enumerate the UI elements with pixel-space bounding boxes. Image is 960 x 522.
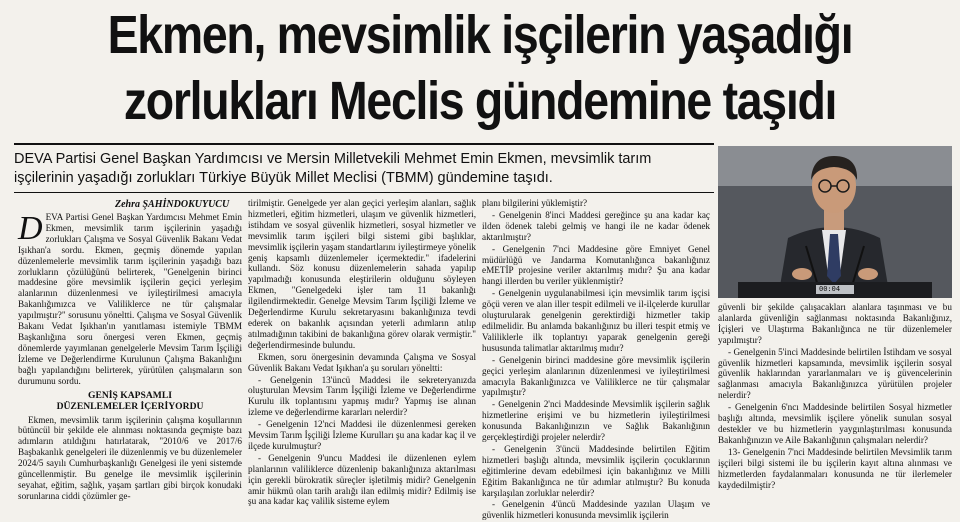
paragraph: - Genelgenin 3'üncü Maddesinde belirtilen Eğitim hizmetleri başlığı altında, mevsimlik işçilerin çocuklarının eğitimlerine devam edebilmesi için bakanlığınız ve Milli Eğitim Bakanlığınca ne tür adımlar atılmıştır? Bu konuda karşılaşılan zorluklar nelerdir?	[482, 443, 710, 498]
article-column-2	[248, 198, 476, 507]
paragraph: planı bilgilerini yüklemiştir?	[482, 198, 588, 208]
headline-line-2: zorlukları Meclis gündemine taşıdı	[123, 71, 837, 131]
paragraph: - Genelgenin uygulanabilmesi için mevsimlik tarım işçisi göçü veren ve alan iller tespit edilmeli ve il-ilçelerde kurullar oluşturularak genelgenin gerektirdiği hizmetler takip edilmelidir. Bu anlamda bakanlığınız bu illeri tespit etmiş ve Valiliklerle ilk toplantıyı yaparak genelgenin gereği hususunda talimatlar aktarılmış mıdır?	[482, 288, 710, 353]
paragraph: Ekmen, soru önergesinin devamında Çalışma ve Sosyal Güvenlik Bakanı Vedat Işıkhan'a şu soruları yöneltti:	[248, 351, 476, 373]
paragraph: 13- Genelgenin 7'nci Maddesinde belirtilen Mevsimlik tarım işçileri bilgi sistemi ile bu işçilerin kayıt altına alınması ve hizmetlerden faydalanmaları konusunda ne tür ilerlemeler kaydedilmiştir?	[718, 446, 952, 490]
byline: Zehra ŞAHİNDOKUYUCU	[115, 199, 230, 210]
paragraph: - Genelgenin 4'üncü Maddesinde yazılan Ulaşım ve güvenlik hizmetleri konusunda mevsimlik işçilerin	[482, 499, 710, 521]
paragraph: tirilmiştir. Genelgede yer alan geçici yerleşim alanları, sağlık hizmetleri, eğitim hizmetleri, ulaşım ve güvenlik hizmetleri, istihdam ve sosyal güvenlik hizmetleri, sosyal hizmetler ve mevsimlik tarım işçileri bilgi sistemi gibi başlıklar, mevsimlik işçilerin yaşam standartlarını iyileştirmeye yönelik geniş kapsamlı düzenlemeler içermektedir." ifadelerini kullandı. Söz konusu düzenlemelerin sahada yapılıp yapılmadığı konusunda eleştirilerin olduğunu söyleyen Ekmen, "Genelgedeki işler tam 11 bakanlığı ilgilendirmektedir. Genelge Mevsim Tarım İşçiliği İzleme ve Değerlendirme Kurulu sekretaryasını bakanlığınıza tevdi ederek on bakanlık açısından yeterli adımların atılıp atılmadığının takibini de bakanlığına görev olarak vermiştir." değerlendirmesinde bulundu.	[248, 198, 476, 350]
paragraph: - Genelgenin birinci maddesine göre mevsimlik işçilerin geçici yerleşim alanlarının düzenlenmesi ve iyileştirilmesi amacıyla Bakanlığınızca ve Valiliklerce ne tür çalışmalar yapılmıştır?	[482, 354, 710, 398]
headline	[67, 2, 893, 134]
paragraph: - Genelgenin 2'nci Maddesinde Mevsimlik işçilerin sağlık hizmetlerine erişimi ve bu hizmetlerin iyileştirilmesi konusunda Bakanlığınızın ve Sağlık Bakanlığının gerçekleştirdiği projeler nelerdir?	[482, 399, 710, 443]
paragraph: DEVA Partisi Genel Başkan Yardımcısı Mehmet Emin Ekmen, mevsimlik tarım işçilerinin yaşadığı zorlukları Çalışma ve Sosyal Güvenlik Bakanı Vedat Işıkhan'a sordu. Ekmen, geçmiş dönemde yapılan düzenlemelerle mevsimlik tarım işçilerinin yaşadığı bazı zorlukların çözülüğünü belirterek, "Genelgenin birinci maddesine göre mevsimlik işçilerin geçici yerleşim alanlarının düzenlenmesi ve iyileştirilmesi amacıyla Bakanlığımızca ve Valiliklerce ne tür çalışmalar yapılmıştır?" sorusunu yöneltti. Çalışma ve Sosyal Güvenlik Bakanı Vedat Işıkhan'ın yanıtlaması istemiyle TBMM Başkanlığına soru önergesi veren Ekmen, geçmiş dönemlerde yayımlanan genelgelerle Mevsim Tarım İşçiliği İzleme ve Değerlendirme Kurulunun Çalışma Bakanlığını bağlı yapılandığını belirterek, yürütülen çalışmaların son durumunu sordu.	[18, 210, 242, 386]
paragraph: - Genelgenin 12'nci Maddesi ile düzenlenmesi gereken Mevsim Tarım İşçiliği İzleme Kurulları şu ana kadar kaç il ve ilçede kurulmuştur?	[248, 419, 476, 451]
top-rule	[14, 143, 714, 145]
subheading: GENİŞ KAPSAMLI DÜZENLEMELER İÇERİYORDU	[56, 389, 204, 412]
article-column-4	[718, 302, 952, 522]
paragraph: - Genelgenin 8'inci Maddesi gereğince şu ana kadar kaç ilden ödenek talebi gelmiş ve hangi ile ne kadar ödenek aktarılmıştır?	[482, 209, 710, 242]
article-column-1	[18, 212, 242, 518]
paragraph: güvenli bir şekilde çalışacakları alanlara taşınması ve bu alanlarda güvenliğin sağlanması noktasında Bakanlığınız, İçişleri ve Ulaştırma Bakanlığınca ne tür düzenlemeler yapılmıştır?	[718, 302, 952, 345]
article-deck: DEVA Partisi Genel Başkan Yardımcısı ve Mersin Milletvekili Mehmet Emin Ekmen, mevsimlik tarım işçilerinin yaşadığı zorlukları Türkiye Büyük Millet Meclisi (TBMM) gündemine taşıdı.	[14, 151, 652, 186]
article-column-3	[482, 198, 710, 521]
deck-rule	[14, 192, 714, 193]
podium-nameplate: 00:04	[819, 285, 841, 293]
paragraph: - Genelgenin 6'ncı Maddesinde belirtilen Sosyal hizmetler başlığı altında, mevsimlik işçilere yönelik sunulan sosyal destekler ve bu hizmetlerin yaygınlaştırılması konusunda Bakanlığınızın ve Aile Bakanlığının çalışmaları nelerdir?	[718, 402, 952, 445]
headline-line-1: Ekmen, mevsimlik işçilerin yaşadığı	[107, 5, 853, 65]
paragraph: - Genelgenin 7'nci Maddesine göre Emniyet Genel müdürlüğü ve Jandarma Komutanlığınca bakanlığınız eMETİP projesine veriler aktarılmış mıdır? Şu ana kadar hangi illerden bu veriler yüklenmiştir?	[482, 243, 710, 287]
speaker-at-podium-image	[718, 146, 952, 298]
paragraph: - Genelgenin 13'üncü Maddesi ile sekreteryanızda oluşturulan Mevsim Tarım İşçiliği İzleme ve Değerlendirme Kurulu ilk toplantısını yapmış mıdır? Yapmış ise alınan izleme ve değerlendirme kararları nelerdir?	[248, 374, 476, 418]
drop-cap: D	[18, 210, 43, 247]
politician-photo	[718, 146, 952, 298]
paragraph: - Genelgenin 9'uncu Maddesi ile düzenlenen eylem planlarının valiliklerce düzenlenip bakanlığınıza aktarılması için gerekli bürokratik süreçler işletilmiş midir? Genelgenin amir hükmü olan tarih aralığı ilan edilmiş midir? Edilmiş ise şu ana kadar kaç valilik sisteme eylem	[248, 452, 476, 507]
paragraph: - Genelgenin 5'inci Maddesinde belirtilen İstihdam ve sosyal güvenlik hizmetleri kapsamında, mevsimlik işçilerin sosyal güvenlik haklarından yararlanmaları ve iş güvencelerinin sağlanması amacıyla Bakanlığınızca yürütülen projeler nelerdir?	[718, 346, 952, 401]
paragraph: Ekmen, mevsimlik tarım işçilerinin çalışma koşullarının bütüncül bir şekilde ele alınması noktasında geçmişte bazı adımların atıldığını hatırlatarak, "2010/6 ve 2017/6 Başbakanlık genelgeleri ile düzenlenmiş ve bu düzenlemeler 2024/5 sayılı Cumhurbaşkanlığı Genelgesi ile yeni sistemde güncellenmiştir. Bu genelge ile mevsimlik işçilerinin seyahat, eğitim, sağlık, yaşam şartları gibi birçok konudaki sorunlarına ciddi çözümler ge-	[18, 414, 242, 501]
